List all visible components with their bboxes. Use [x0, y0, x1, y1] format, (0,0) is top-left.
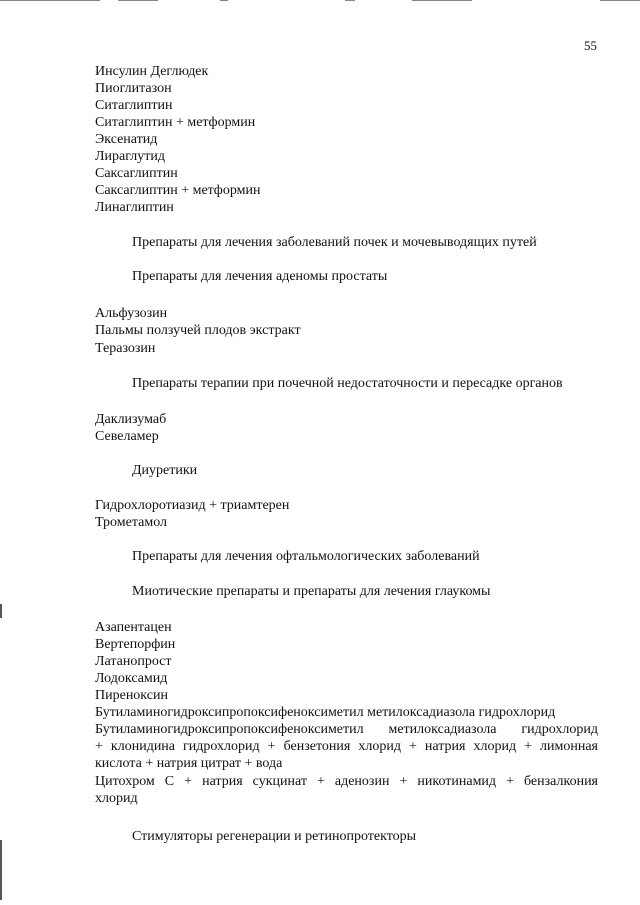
- drug-item: Латанопрост: [95, 654, 172, 669]
- drug-combo-line: Бутиламиногидроксипропоксифеноксиметил метилоксадиазола гидрохлорид: [95, 722, 598, 737]
- scan-edge-mark: [0, 604, 2, 618]
- drug-item: Ситаглиптин + метформин: [95, 115, 256, 130]
- section-heading: Диуретики: [132, 463, 198, 478]
- drug-combo-line: Цитохром С + натрия сукцинат + аденозин + никотинамид + бензалкония: [95, 774, 598, 789]
- section-heading: Препараты для лечения заболеваний почек и мочевыводящих путей: [132, 235, 537, 250]
- drug-item: Теразозин: [95, 341, 156, 356]
- drug-item: Пиоглитазон: [95, 81, 172, 96]
- scan-edge-mark: [0, 840, 2, 900]
- drug-item: Даклизумаб: [95, 412, 167, 427]
- drug-item: Азапентацен: [95, 620, 172, 635]
- drug-item: Гидрохлоротиазид + триамтерен: [95, 498, 290, 513]
- drug-item: Линаглиптин: [95, 200, 174, 215]
- drug-item: Лодоксамид: [95, 671, 168, 686]
- drug-item: Севеламер: [95, 429, 159, 444]
- drug-item: Ситаглиптин: [95, 98, 173, 113]
- page-number: 55: [584, 38, 597, 53]
- drug-item: Инсулин Деглюдек: [95, 64, 209, 79]
- drug-item: Саксаглиптин + метформин: [95, 183, 261, 198]
- drug-combo-line: хлорид: [95, 791, 138, 806]
- section-heading: Стимуляторы регенерации и ретинопротекторы: [132, 829, 417, 844]
- section-heading: Препараты для лечения аденомы простаты: [132, 269, 388, 284]
- drug-item: Вертепорфин: [95, 637, 176, 652]
- drug-item: Альфузозин: [95, 306, 168, 321]
- drug-item: Трометамол: [95, 515, 167, 530]
- drug-item: Бутиламиногидроксипропоксифеноксиметил метилоксадиазола гидрохлорид: [95, 705, 556, 720]
- drug-item: Пальмы ползучей плодов экстракт: [95, 323, 301, 338]
- drug-item: Пиреноксин: [95, 688, 168, 703]
- section-heading: Миотические препараты и препараты для лечения глаукомы: [132, 584, 491, 599]
- drug-item: Эксенатид: [95, 132, 158, 147]
- scan-top-edge: [0, 0, 640, 2]
- drug-combo-line: + клонидина гидрохлорид + бензетония хлорид + натрия хлорид + лимонная: [95, 739, 598, 754]
- drug-combo-line: кислота + натрия цитрат + вода: [95, 756, 283, 771]
- drug-item: Саксаглиптин: [95, 166, 178, 181]
- drug-item: Лираглутид: [95, 149, 165, 164]
- section-heading: Препараты терапии при почечной недостаточности и пересадке органов: [132, 376, 563, 391]
- section-heading: Препараты для лечения офтальмологических заболеваний: [132, 549, 480, 564]
